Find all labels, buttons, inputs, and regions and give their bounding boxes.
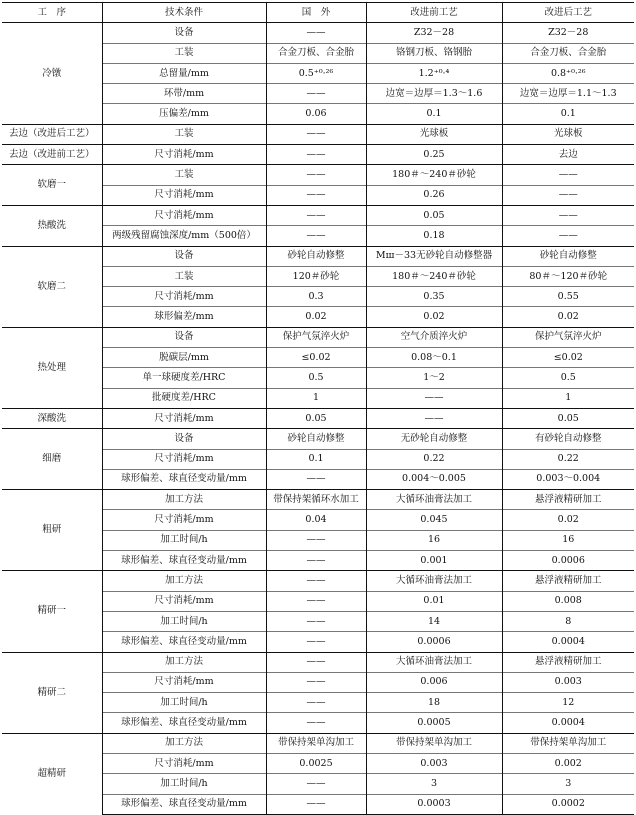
- foreign-value: ——: [266, 469, 366, 489]
- foreign-value: 砂轮自动修整: [266, 246, 366, 266]
- after-value: 16: [502, 530, 634, 550]
- before-value: 大循环油膏法加工: [366, 571, 502, 591]
- before-value: 光球板: [366, 124, 502, 144]
- process-name: 热处理: [2, 327, 102, 408]
- after-value: 0.0004: [502, 632, 634, 652]
- condition-label: 工装: [102, 43, 266, 63]
- foreign-value: 0.1: [266, 449, 366, 469]
- after-value: 合金刀板、合金胎: [502, 43, 634, 63]
- condition-label: 加工方法: [102, 490, 266, 510]
- after-value: 0.8⁺⁰·²⁶: [502, 63, 634, 83]
- after-value: 0.0004: [502, 713, 634, 733]
- foreign-value: ——: [266, 185, 366, 205]
- after-value: ——: [502, 205, 634, 225]
- header-after: 改进后工艺: [502, 3, 634, 23]
- condition-label: 加工时间/h: [102, 693, 266, 713]
- before-value: 0.35: [366, 287, 502, 307]
- after-value: 1: [502, 388, 634, 408]
- before-value: 1～2: [366, 368, 502, 388]
- condition-label: 球形偏差、球直径变动量/mm: [102, 713, 266, 733]
- after-value: 12: [502, 693, 634, 713]
- after-value: 0.008: [502, 591, 634, 611]
- after-value: ——: [502, 226, 634, 246]
- table-row: [2, 733, 634, 753]
- foreign-value: 0.05: [266, 408, 366, 428]
- condition-label: 球形偏差、球直径变动量/mm: [102, 632, 266, 652]
- before-value: 0.18: [366, 226, 502, 246]
- foreign-value: ——: [266, 226, 366, 246]
- foreign-value: ——: [266, 652, 366, 672]
- after-value: 0.22: [502, 449, 634, 469]
- process-name: 热酸洗: [2, 205, 102, 246]
- before-value: 0.1: [366, 104, 502, 124]
- condition-label: 尺寸消耗/mm: [102, 449, 266, 469]
- condition-label: 尺寸消耗/mm: [102, 591, 266, 611]
- before-value: 16: [366, 530, 502, 550]
- process-name: 精研一: [2, 571, 102, 652]
- foreign-value: 砂轮自动修整: [266, 429, 366, 449]
- before-value: 18: [366, 693, 502, 713]
- after-value: 悬浮液精研加工: [502, 652, 634, 672]
- before-value: 0.25: [366, 145, 502, 165]
- table-row: [2, 571, 634, 591]
- foreign-value: ——: [266, 591, 366, 611]
- before-value: 0.0005: [366, 713, 502, 733]
- process-comparison-table: [2, 2, 634, 815]
- foreign-value: 0.06: [266, 104, 366, 124]
- condition-label: 尺寸消耗/mm: [102, 185, 266, 205]
- foreign-value: ——: [266, 693, 366, 713]
- foreign-value: 0.04: [266, 510, 366, 530]
- before-value: ——: [366, 408, 502, 428]
- condition-label: 尺寸消耗/mm: [102, 287, 266, 307]
- after-value: 0.0006: [502, 551, 634, 571]
- before-value: 带保持架单沟加工: [366, 733, 502, 753]
- foreign-value: ——: [266, 794, 366, 814]
- foreign-value: 0.5⁺⁰·²⁶: [266, 63, 366, 83]
- table-row: [2, 165, 634, 185]
- process-name: 细磨: [2, 429, 102, 490]
- process-name: 软磨二: [2, 246, 102, 327]
- before-value: 无砂轮自动修整: [366, 429, 502, 449]
- table-row: [2, 246, 634, 266]
- condition-label: 工装: [102, 266, 266, 286]
- condition-label: 两级残留腐蚀深度/mm（500倍）: [102, 226, 266, 246]
- condition-label: 加工方法: [102, 652, 266, 672]
- foreign-value: 合金刀板、合金胎: [266, 43, 366, 63]
- after-value: 0.003: [502, 672, 634, 692]
- condition-label: 加工方法: [102, 571, 266, 591]
- before-value: 180＃～240＃砂轮: [366, 165, 502, 185]
- after-value: 0.55: [502, 287, 634, 307]
- after-value: ——: [502, 185, 634, 205]
- table-row: [2, 429, 634, 449]
- foreign-value: ——: [266, 551, 366, 571]
- condition-label: 脱碳层/mm: [102, 348, 266, 368]
- after-value: 0.003～0.004: [502, 469, 634, 489]
- foreign-value: ——: [266, 713, 366, 733]
- before-value: 0.02: [366, 307, 502, 327]
- before-value: 0.004～0.005: [366, 469, 502, 489]
- after-value: 3: [502, 774, 634, 794]
- condition-label: 压偏差/mm: [102, 104, 266, 124]
- after-value: 保护气氛淬火炉: [502, 327, 634, 347]
- before-value: 1.2⁺⁰·⁴: [366, 63, 502, 83]
- condition-label: 设备: [102, 246, 266, 266]
- before-value: ——: [366, 388, 502, 408]
- after-value: 0.05: [502, 408, 634, 428]
- before-value: 0.05: [366, 205, 502, 225]
- header-row: [2, 3, 634, 23]
- foreign-value: ——: [266, 672, 366, 692]
- condition-label: 总留量/mm: [102, 63, 266, 83]
- before-value: 空气介质淬火炉: [366, 327, 502, 347]
- condition-label: 设备: [102, 327, 266, 347]
- before-value: 0.01: [366, 591, 502, 611]
- foreign-value: 带保持架循环水加工: [266, 490, 366, 510]
- after-value: 带保持架单沟加工: [502, 733, 634, 753]
- condition-label: 球形偏差、球直径变动量/mm: [102, 551, 266, 571]
- condition-label: 环带/mm: [102, 84, 266, 104]
- before-value: 0.0003: [366, 794, 502, 814]
- process-name: 超精研: [2, 733, 102, 814]
- foreign-value: ——: [266, 145, 366, 165]
- table-row: [2, 652, 634, 672]
- condition-label: 工装: [102, 165, 266, 185]
- condition-label: 加工时间/h: [102, 611, 266, 631]
- before-value: 180＃～240＃砂轮: [366, 266, 502, 286]
- table-row: [2, 145, 634, 165]
- header-condition: 技术条件: [102, 3, 266, 23]
- after-value: ——: [502, 165, 634, 185]
- foreign-value: 0.02: [266, 307, 366, 327]
- foreign-value: ——: [266, 632, 366, 652]
- before-value: Mш－33无砂轮自动修整器: [366, 246, 502, 266]
- after-value: 有砂轮自动修整: [502, 429, 634, 449]
- table-row: [2, 23, 634, 43]
- after-value: 8: [502, 611, 634, 631]
- foreign-value: 0.0025: [266, 753, 366, 773]
- before-value: Z32－28: [366, 23, 502, 43]
- condition-label: 加工时间/h: [102, 774, 266, 794]
- before-value: 0.08～0.1: [366, 348, 502, 368]
- table-row: [2, 124, 634, 144]
- after-value: 80＃～120＃砂轮: [502, 266, 634, 286]
- condition-label: 单一球硬度差/HRC: [102, 368, 266, 388]
- before-value: 0.22: [366, 449, 502, 469]
- foreign-value: ——: [266, 165, 366, 185]
- table-row: [2, 205, 634, 225]
- table-row: [2, 327, 634, 347]
- after-value: 0.02: [502, 510, 634, 530]
- after-value: 0.5: [502, 368, 634, 388]
- before-value: 3: [366, 774, 502, 794]
- after-value: ≤0.02: [502, 348, 634, 368]
- condition-label: 球形偏差、球直径变动量/mm: [102, 469, 266, 489]
- condition-label: 尺寸消耗/mm: [102, 753, 266, 773]
- before-value: 0.045: [366, 510, 502, 530]
- header-foreign: 国 外: [266, 3, 366, 23]
- after-value: 0.1: [502, 104, 634, 124]
- process-name: 冷镦: [2, 23, 102, 124]
- after-value: 悬浮液精研加工: [502, 571, 634, 591]
- condition-label: 球形偏差/mm: [102, 307, 266, 327]
- process-name: 精研二: [2, 652, 102, 733]
- condition-label: 尺寸消耗/mm: [102, 510, 266, 530]
- after-value: 边宽＝边厚＝1.1～1.3: [502, 84, 634, 104]
- foreign-value: ≤0.02: [266, 348, 366, 368]
- before-value: 铬钢刀板、铬钢胎: [366, 43, 502, 63]
- before-value: 0.006: [366, 672, 502, 692]
- before-value: 0.0006: [366, 632, 502, 652]
- condition-label: 设备: [102, 23, 266, 43]
- condition-label: 尺寸消耗/mm: [102, 205, 266, 225]
- after-value: 0.002: [502, 753, 634, 773]
- after-value: 0.02: [502, 307, 634, 327]
- before-value: 大循环油膏法加工: [366, 490, 502, 510]
- header-before: 改进前工艺: [366, 3, 502, 23]
- condition-label: 批硬度差/HRC: [102, 388, 266, 408]
- process-name: 深酸洗: [2, 408, 102, 428]
- after-value: Z32－28: [502, 23, 634, 43]
- condition-label: 尺寸消耗/mm: [102, 145, 266, 165]
- condition-label: 设备: [102, 429, 266, 449]
- foreign-value: ——: [266, 205, 366, 225]
- foreign-value: 120＃砂轮: [266, 266, 366, 286]
- table-body: [2, 23, 634, 815]
- process-name: 粗研: [2, 490, 102, 571]
- table-row: [2, 408, 634, 428]
- foreign-value: 1: [266, 388, 366, 408]
- process-name: 去边（改进后工艺）: [2, 124, 102, 144]
- condition-label: 加工方法: [102, 733, 266, 753]
- condition-label: 加工时间/h: [102, 530, 266, 550]
- header-process: 工 序: [2, 3, 102, 23]
- foreign-value: ——: [266, 124, 366, 144]
- foreign-value: ——: [266, 774, 366, 794]
- before-value: 0.003: [366, 753, 502, 773]
- after-value: 砂轮自动修整: [502, 246, 634, 266]
- foreign-value: ——: [266, 84, 366, 104]
- condition-label: 球形偏差、球直径变动量/mm: [102, 794, 266, 814]
- after-value: 0.0002: [502, 794, 634, 814]
- process-comparison-table-wrapper: [2, 0, 634, 815]
- condition-label: 工装: [102, 124, 266, 144]
- before-value: 边宽＝边厚＝1.3～1.6: [366, 84, 502, 104]
- after-value: 光球板: [502, 124, 634, 144]
- foreign-value: 0.5: [266, 368, 366, 388]
- after-value: 去边: [502, 145, 634, 165]
- foreign-value: 带保持架单沟加工: [266, 733, 366, 753]
- foreign-value: 保护气氛淬火炉: [266, 327, 366, 347]
- before-value: 0.001: [366, 551, 502, 571]
- foreign-value: ——: [266, 611, 366, 631]
- condition-label: 尺寸消耗/mm: [102, 672, 266, 692]
- before-value: 14: [366, 611, 502, 631]
- foreign-value: 0.3: [266, 287, 366, 307]
- table-row: [2, 490, 634, 510]
- process-name: 软磨一: [2, 165, 102, 206]
- foreign-value: ——: [266, 571, 366, 591]
- foreign-value: ——: [266, 23, 366, 43]
- after-value: 悬浮液精研加工: [502, 490, 634, 510]
- before-value: 大循环油膏法加工: [366, 652, 502, 672]
- process-name: 去边（改进前工艺）: [2, 145, 102, 165]
- before-value: 0.26: [366, 185, 502, 205]
- foreign-value: ——: [266, 530, 366, 550]
- condition-label: 尺寸消耗/mm: [102, 408, 266, 428]
